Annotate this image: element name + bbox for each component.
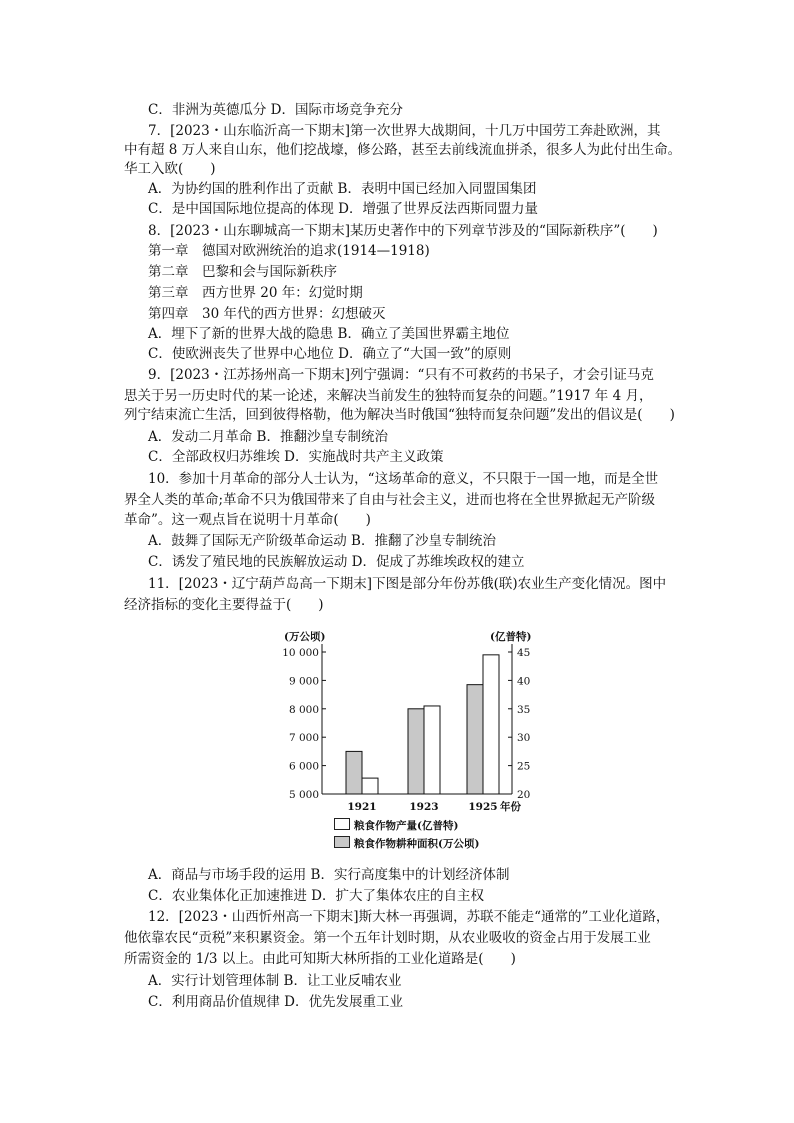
x-tick-label: 1921 xyxy=(347,801,377,813)
legend-item-output xyxy=(334,818,458,833)
x-tick-label: 1923 xyxy=(409,801,439,813)
right-tick-label: 25 xyxy=(517,760,531,773)
right-tick-label: 30 xyxy=(517,732,531,745)
left-tick-label: 6 000 xyxy=(288,760,319,773)
text-line: A．实行计划管理体制 B．让工业反哺农业 xyxy=(148,973,402,989)
bar-output-1921 xyxy=(362,778,378,794)
agriculture-chart xyxy=(280,626,550,816)
text-line: A．发动二月革命 B．推翻沙皇专制统治 xyxy=(148,429,388,445)
text-line: 第二章 巴黎和会与国际新秩序 xyxy=(148,264,337,280)
left-tick-label: 7 000 xyxy=(288,732,319,745)
bar-output-1925 xyxy=(483,655,499,794)
text-line: 7．[2023・山东临沂高一下期末]第一次世界大战期间，十几万中国劳工奔赴欧洲，其 xyxy=(148,123,661,139)
text-line: 华工入欧( ) xyxy=(124,161,216,177)
right-tick-label: 20 xyxy=(517,789,531,801)
text-line: A．为协约国的胜利作出了贡献 B．表明中国已经加入同盟国集团 xyxy=(148,181,537,197)
text-line: C．诱发了殖民地的民族解放运动 D．促成了苏维埃政权的建立 xyxy=(148,554,525,570)
text-line: A．鼓舞了国际无产阶级革命运动 B．推翻了沙皇专制统治 xyxy=(148,533,496,549)
text-line: 所需资金的 1/3 以上。由此可知斯大林所指的工业化道路是( ) xyxy=(124,951,516,967)
text-line: C．使欧洲丧失了世界中心地位 D．确立了“大国一致”的原则 xyxy=(148,346,512,362)
text-line: A．商品与市场手段的运用 B．实行高度集中的计划经济体制 xyxy=(148,867,510,883)
left-axis-unit: (万公顷) xyxy=(284,631,326,643)
text-line: 12．[2023・山西忻州高一下期末]斯大林一再强调，苏联不能走“通常的”工业化道路， xyxy=(148,909,670,925)
text-line: 第三章 西方世界 20 年：幻觉时期 xyxy=(148,285,363,301)
right-tick-label: 40 xyxy=(517,675,531,688)
left-tick-label: 9 000 xyxy=(288,675,319,688)
text-line: C．非洲为英德瓜分 D．国际市场竞争充分 xyxy=(148,102,403,118)
right-axis-unit: (亿普特) xyxy=(490,631,532,643)
legend-item-area xyxy=(334,836,479,851)
legend-label-area: 粮食作物耕种面积(万公顷) xyxy=(354,838,480,850)
text-line: C．农业集体化正加速推进 D．扩大了集体农庄的自主权 xyxy=(148,888,484,904)
text-line: C．利用商品价值规律 D．优先发展重工业 xyxy=(148,994,403,1010)
bar-area-1925 xyxy=(467,685,483,794)
x-tick-label: 1925 xyxy=(468,801,498,813)
bar-area-1921 xyxy=(346,751,362,794)
legend-swatch-output xyxy=(334,818,350,830)
bar-output-1923 xyxy=(424,706,440,794)
x-axis-suffix: 年份 xyxy=(500,801,521,813)
legend-label-output: 粮食作物产量(亿普特) xyxy=(354,820,459,832)
text-line: 经济指标的变化主要得益于( ) xyxy=(124,597,324,613)
text-line: C．是中国国际地位提高的体现 D．增强了世界反法西斯同盟力量 xyxy=(148,201,538,217)
right-tick-label: 35 xyxy=(517,703,531,716)
text-line: 他依靠农民“贡税”来积累资金。第一个五年计划时期，从农业吸收的资金占用于发展工业 xyxy=(124,930,651,946)
legend-swatch-area xyxy=(334,836,350,848)
text-line: 革命”。这一观点旨在说明十月革命( ) xyxy=(124,512,371,528)
text-line: 第一章 德国对欧洲统治的追求(1914—1918) xyxy=(148,243,430,259)
text-line: C．全部政权归苏维埃 D．实施战时共产主义政策 xyxy=(148,449,444,465)
text-line: 第四章 30 年代的西方世界：幻想破灭 xyxy=(148,306,386,322)
left-tick-label: 8 000 xyxy=(288,703,319,716)
text-line: 思关于另一历史时代的某一论述，来解决当前发生的独特而复杂的问题。”1917 年 4 月， xyxy=(124,388,653,404)
text-line: 11．[2023・辽宁葫芦岛高一下期末]下图是部分年份苏俄(联)农业生产变化情况。图中 xyxy=(148,576,667,592)
text-line: 9．[2023・江苏扬州高一下期末]列宁强调：“只有不可救药的书呆子，才会引证马克 xyxy=(148,367,654,383)
text-line: 中有超 8 万人来自山东，他们挖战壕，修公路，甚至去前线流血拼杀，很多人为此付出生命。 xyxy=(124,142,682,158)
text-line: 界全人类的革命;革命不只为俄国带来了自由与社会主义，进而也将在全世界掀起无产阶级 xyxy=(124,492,656,508)
left-tick-label: 10 000 xyxy=(282,647,319,659)
text-line: 10．参加十月革命的部分人士认为，“这场革命的意义，不只限于一国一地，而是全世 xyxy=(148,471,659,487)
text-line: 列宁结束流亡生活，回到彼得格勒，他为解决当时俄国“独特而复杂问题”发出的倡议是( ) xyxy=(124,407,675,423)
text-line: A．埋下了新的世界大战的隐患 B．确立了美国世界霸主地位 xyxy=(148,326,510,342)
left-tick-label: 5 000 xyxy=(288,789,319,801)
bar-area-1923 xyxy=(408,709,424,794)
text-line: 8．[2023・山东聊城高一下期末]某历史著作中的下列章节涉及的“国际新秩序”( ) xyxy=(148,223,658,239)
right-tick-label: 45 xyxy=(517,647,531,659)
